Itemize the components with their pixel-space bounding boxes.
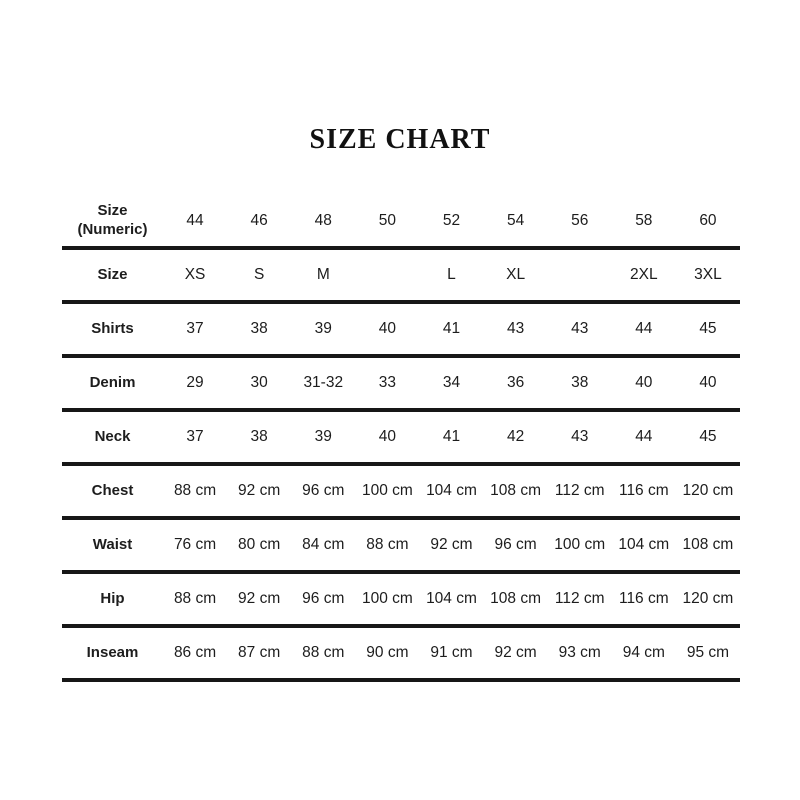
table-cell-waist-6: 100 cm — [554, 536, 606, 553]
table-cell-shirts-2: 39 — [314, 320, 332, 337]
table-cell-size-numeric-0: 44 — [186, 212, 204, 229]
table-cell-size-alpha-3 — [355, 248, 419, 302]
table-cell-inseam-8: 95 cm — [686, 644, 730, 661]
table-cell-denim-3: 33 — [378, 374, 396, 391]
row-label-size-numeric: Size (Numeric) — [77, 202, 148, 238]
table-cell-neck-7: 44 — [635, 428, 653, 445]
table-cell-size-alpha-4: L — [447, 266, 456, 283]
table-cell-hip-6: 112 cm — [554, 590, 605, 607]
size-chart-table — [62, 196, 740, 682]
table-cell-chest-1: 92 cm — [238, 482, 281, 499]
table-cell-shirts-0: 37 — [186, 320, 204, 337]
table-cell-hip-8: 120 cm — [682, 590, 734, 607]
table-cell-inseam-7: 94 cm — [622, 644, 665, 661]
table-cell-shirts-1: 38 — [250, 320, 268, 337]
table-cell-chest-6: 112 cm — [554, 482, 605, 499]
table-cell-shirts-7: 44 — [635, 320, 653, 337]
row-label-chest: Chest — [91, 481, 134, 499]
table-row-waist — [62, 518, 740, 572]
table-row-size-alpha — [62, 248, 740, 302]
table-cell-chest-8: 120 cm — [682, 482, 734, 499]
table-cell-denim-4: 34 — [442, 374, 461, 391]
table-cell-size-alpha-6 — [548, 248, 612, 302]
table-cell-size-alpha-5: XL — [506, 266, 526, 283]
row-label-waist: Waist — [92, 535, 133, 553]
table-cell-shirts-5: 43 — [506, 320, 525, 337]
table-cell-denim-2: 31-32 — [303, 374, 344, 391]
row-label-neck: Neck — [94, 427, 131, 445]
table-cell-hip-0: 88 cm — [173, 590, 217, 607]
table-cell-size-numeric-2: 48 — [314, 212, 332, 229]
table-cell-denim-0: 29 — [186, 374, 204, 391]
table-cell-chest-2: 96 cm — [302, 482, 345, 499]
table-cell-chest-3: 100 cm — [361, 482, 413, 499]
table-cell-size-alpha-0: XS — [184, 266, 206, 283]
table-cell-waist-8: 108 cm — [682, 536, 734, 553]
table-cell-size-numeric-6: 56 — [571, 212, 589, 229]
table-cell-size-numeric-3: 50 — [378, 212, 396, 229]
table-cell-shirts-6: 43 — [571, 320, 589, 337]
table-row-chest — [62, 464, 740, 518]
table-cell-neck-6: 43 — [571, 428, 589, 445]
table-cell-chest-5: 108 cm — [490, 482, 542, 499]
table-cell-neck-0: 37 — [186, 428, 204, 445]
table-cell-inseam-2: 88 cm — [302, 644, 345, 661]
table-row-hip — [62, 572, 740, 626]
table-cell-size-numeric-5: 54 — [506, 212, 525, 229]
table-cell-size-alpha-2: M — [316, 266, 330, 283]
table-cell-neck-4: 41 — [442, 428, 461, 445]
table-cell-neck-8: 45 — [699, 428, 717, 445]
table-cell-shirts-8: 45 — [699, 320, 717, 337]
table-cell-inseam-0: 86 cm — [173, 644, 217, 661]
table-cell-inseam-5: 92 cm — [494, 644, 537, 661]
table-cell-size-alpha-8: 3XL — [694, 266, 722, 283]
table-cell-size-alpha-7: 2XL — [630, 266, 658, 283]
table-cell-hip-7: 116 cm — [618, 590, 669, 607]
table-cell-denim-8: 40 — [699, 374, 717, 391]
table-cell-denim-7: 40 — [635, 374, 653, 391]
table-cell-inseam-4: 91 cm — [430, 644, 473, 661]
table-cell-shirts-4: 41 — [442, 320, 461, 337]
table-cell-waist-2: 84 cm — [302, 536, 345, 553]
table-cell-waist-0: 76 cm — [173, 536, 217, 553]
table-row-neck — [62, 410, 740, 464]
table-row-denim — [62, 356, 740, 410]
table-cell-hip-2: 96 cm — [302, 590, 345, 607]
table-cell-neck-1: 38 — [250, 428, 268, 445]
size-chart-table-body — [62, 196, 740, 680]
table-cell-denim-1: 30 — [250, 374, 268, 391]
table-cell-denim-6: 38 — [571, 374, 589, 391]
table-cell-inseam-1: 87 cm — [238, 644, 281, 661]
table-cell-waist-3: 88 cm — [366, 536, 409, 553]
table-cell-size-numeric-7: 58 — [635, 212, 653, 229]
table-cell-size-alpha-1: S — [253, 266, 265, 283]
table-cell-inseam-6: 93 cm — [558, 644, 601, 661]
table-cell-chest-0: 88 cm — [173, 482, 217, 499]
table-cell-chest-4: 104 cm — [426, 482, 477, 499]
table-cell-waist-4: 92 cm — [430, 536, 473, 553]
table-row-size-numeric — [62, 196, 740, 248]
row-label-hip: Hip — [100, 589, 125, 607]
row-label-shirts: Shirts — [91, 319, 134, 337]
table-cell-neck-3: 40 — [378, 428, 396, 445]
table-cell-inseam-3: 90 cm — [366, 644, 409, 661]
row-label-denim: Denim — [89, 373, 136, 391]
table-cell-denim-5: 36 — [506, 374, 525, 391]
table-row-inseam — [62, 626, 740, 680]
table-cell-shirts-3: 40 — [378, 320, 396, 337]
table-row-shirts — [62, 302, 740, 356]
row-label-inseam: Inseam — [86, 643, 139, 661]
table-cell-hip-3: 100 cm — [361, 590, 413, 607]
table-cell-waist-7: 104 cm — [618, 536, 670, 553]
table-cell-hip-1: 92 cm — [238, 590, 281, 607]
row-label-size-alpha: Size — [97, 265, 128, 283]
table-cell-size-numeric-4: 52 — [442, 212, 461, 229]
page-title: SIZE CHART — [309, 124, 491, 155]
table-cell-waist-5: 96 cm — [494, 536, 537, 553]
table-cell-size-numeric-8: 60 — [699, 212, 717, 229]
table-cell-hip-4: 104 cm — [426, 590, 477, 607]
table-cell-hip-5: 108 cm — [490, 590, 542, 607]
table-cell-size-numeric-1: 46 — [250, 212, 268, 229]
table-cell-neck-5: 42 — [506, 428, 525, 445]
table-cell-chest-7: 116 cm — [618, 482, 669, 499]
table-cell-waist-1: 80 cm — [238, 536, 281, 553]
table-cell-neck-2: 39 — [314, 428, 332, 445]
